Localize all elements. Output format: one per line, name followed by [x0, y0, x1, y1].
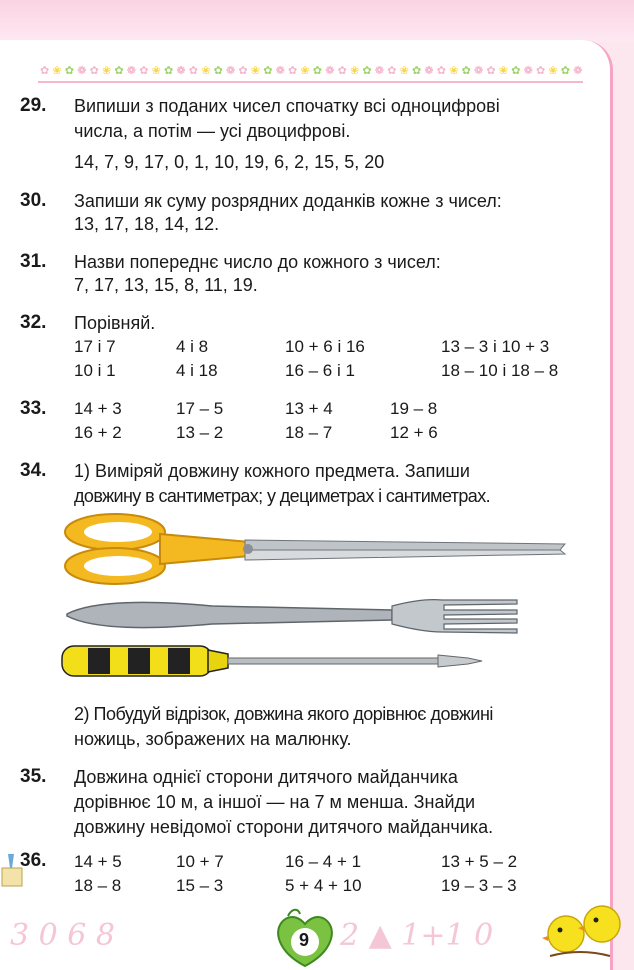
- task-31-number: 31.: [20, 251, 47, 272]
- task-35-number: 35.: [20, 766, 47, 787]
- task-33-number: 33.: [20, 398, 47, 419]
- task-29-numbers: 14, 7, 9, 17, 0, 1, 10, 19, 6, 2, 15, 5, 20: [74, 152, 385, 172]
- task-33-cell: 14 + 3: [74, 399, 122, 418]
- flower-icon: ❀: [498, 65, 509, 77]
- flower-icon: ❀: [350, 65, 360, 77]
- flower-icon: ❀: [102, 65, 112, 77]
- fork-image: [62, 592, 522, 638]
- flower-icon: ✿: [40, 65, 50, 77]
- task-30-number: 30.: [20, 190, 47, 211]
- flower-icon: ❁: [523, 65, 533, 77]
- task-34-text-line4: ножиць, зображених на малюнку.: [74, 729, 352, 749]
- flower-icon: ✿: [64, 65, 75, 77]
- flower-icon: ✿: [89, 65, 99, 77]
- task-32-cell: 13 – 3 і 10 + 3: [441, 337, 550, 356]
- task-33-cell: 16 + 2: [74, 423, 122, 442]
- flower-icon: ✿: [238, 65, 248, 77]
- flower-icon: ❀: [548, 65, 558, 77]
- task-35-text-line2: дорівнює 10 м, а іншої — на 7 м менша. Знайди: [74, 792, 476, 812]
- flower-icon: ✿: [461, 65, 471, 77]
- flower-icon: ✿: [511, 65, 521, 77]
- top-band: [0, 0, 634, 42]
- flower-icon: ❁: [424, 65, 434, 77]
- flower-icon: ❀: [201, 65, 211, 77]
- task-29-number: 29.: [20, 95, 47, 116]
- flower-icon: ❁: [325, 65, 335, 77]
- task-36-cell: 14 + 5: [74, 852, 122, 871]
- flower-icon: ❀: [300, 65, 310, 77]
- page-number: 9: [298, 929, 309, 950]
- task-30-text-line1: Запиши як суму розрядних доданків кожне з чисел:: [74, 191, 502, 211]
- flower-icon: ❀: [250, 65, 261, 77]
- task-32-number: 32.: [20, 312, 47, 333]
- task-34-number: 34.: [20, 460, 47, 481]
- task-32-cell: 16 – 6 і 1: [285, 361, 355, 380]
- flower-icon: ❁: [226, 65, 236, 77]
- flower-icon: ✿: [412, 65, 422, 77]
- task-36-cell: 16 – 4 + 1: [285, 852, 362, 871]
- task-35-text-line1: Довжина однієї сторони дитячого майданчика: [74, 767, 458, 787]
- chicks-icon: [540, 896, 630, 962]
- task-32-cell: 10 + 6 і 16: [285, 337, 365, 356]
- task-34-text-line2: довжину в сантиметрах; у дециметрах і сантиметрах.: [74, 486, 491, 506]
- flower-icon: ✿: [114, 65, 124, 77]
- flower-icon: ✿: [560, 65, 571, 77]
- task-32-cell: 17 і 7: [74, 337, 116, 356]
- screwdriver-image: [58, 640, 488, 682]
- flower-icon: ✿: [139, 65, 149, 77]
- task-34-text-line1: 1) Виміряй довжину кожного предмета. Запиши: [74, 461, 470, 481]
- flower-icon: ✿: [263, 65, 273, 77]
- task-32-cell: 10 і 1: [74, 361, 116, 380]
- decor-digit: 3 0 6 8: [10, 918, 115, 953]
- task-36-cell: 18 – 8: [74, 876, 122, 895]
- flower-icon: ✿: [188, 65, 199, 77]
- task-32-cell: 4 і 8: [176, 337, 209, 356]
- task-29-text-line2: числа, а потім — усі двоцифрові.: [74, 121, 351, 141]
- flower-icon: ✿: [436, 65, 447, 77]
- flower-icon: ❁: [77, 65, 87, 77]
- task-33-cell: 17 – 5: [176, 399, 224, 418]
- task-36-cell: 5 + 4 + 10: [285, 876, 362, 895]
- task-32-cell: 4 і 18: [176, 361, 218, 380]
- task-33-cell: 18 – 7: [285, 423, 333, 442]
- flower-icon: ✿: [288, 65, 298, 77]
- flower-icon: ✿: [486, 65, 496, 77]
- task-34-text-line3: 2) Побудуй відрізок, довжина якого дорівнює довжині: [74, 704, 493, 724]
- flower-icon: ❁: [126, 65, 137, 77]
- task-36-cell: 15 – 3: [176, 876, 224, 895]
- flower-icon: ✿: [164, 65, 174, 77]
- flower-icon: ✿: [213, 65, 223, 77]
- flower-icon: ❀: [52, 65, 62, 77]
- scissors-image: [60, 510, 580, 590]
- task-35-text-line3: довжину невідомої сторони дитячого майданчика.: [74, 817, 494, 837]
- task-30-text-line2: 13, 17, 18, 14, 12.: [74, 214, 220, 234]
- flower-icon: ✿: [536, 65, 546, 77]
- flower-icon: ✿: [312, 65, 323, 77]
- task-36-number: 36.: [20, 850, 47, 871]
- task-31-text-line2: 7, 17, 13, 15, 8, 11, 19.: [74, 275, 258, 295]
- task-33-cell: 19 – 8: [390, 399, 438, 418]
- flower-icon: ❁: [573, 65, 583, 77]
- task-29-text-line1: Випиши з поданих чисел спочатку всі одноцифрові: [74, 96, 500, 116]
- flower-icon: ❁: [474, 65, 484, 77]
- task-33-cell: 13 – 2: [176, 423, 224, 442]
- flower-icon: ✿: [387, 65, 397, 77]
- flower-icon: ✿: [362, 65, 372, 77]
- task-32-cell: 18 – 10 і 18 – 8: [441, 361, 559, 380]
- task-33-cell: 13 + 4: [285, 399, 333, 418]
- flower-icon: ❁: [374, 65, 385, 77]
- task-31-text-line1: Назви попереднє число до кожного з чисел:: [74, 252, 441, 272]
- flower-icon: ✿: [337, 65, 347, 77]
- task-36-cell: 19 – 3 – 3: [441, 876, 517, 895]
- flower-icon: ❀: [151, 65, 161, 77]
- task-33-cell: 12 + 6: [390, 423, 438, 442]
- task-36-cell: 10 + 7: [176, 852, 224, 871]
- flower-icon: ❀: [399, 65, 409, 77]
- flower-icon: ❁: [275, 65, 285, 77]
- flower-icon: ❁: [176, 65, 186, 77]
- task-32-intro: Порівняй.: [74, 313, 156, 333]
- decor-digit: 2 ▲ 1+1 0: [340, 918, 494, 953]
- task-36-cell: 13 + 5 – 2: [441, 852, 518, 871]
- flower-icon: ❀: [449, 65, 459, 77]
